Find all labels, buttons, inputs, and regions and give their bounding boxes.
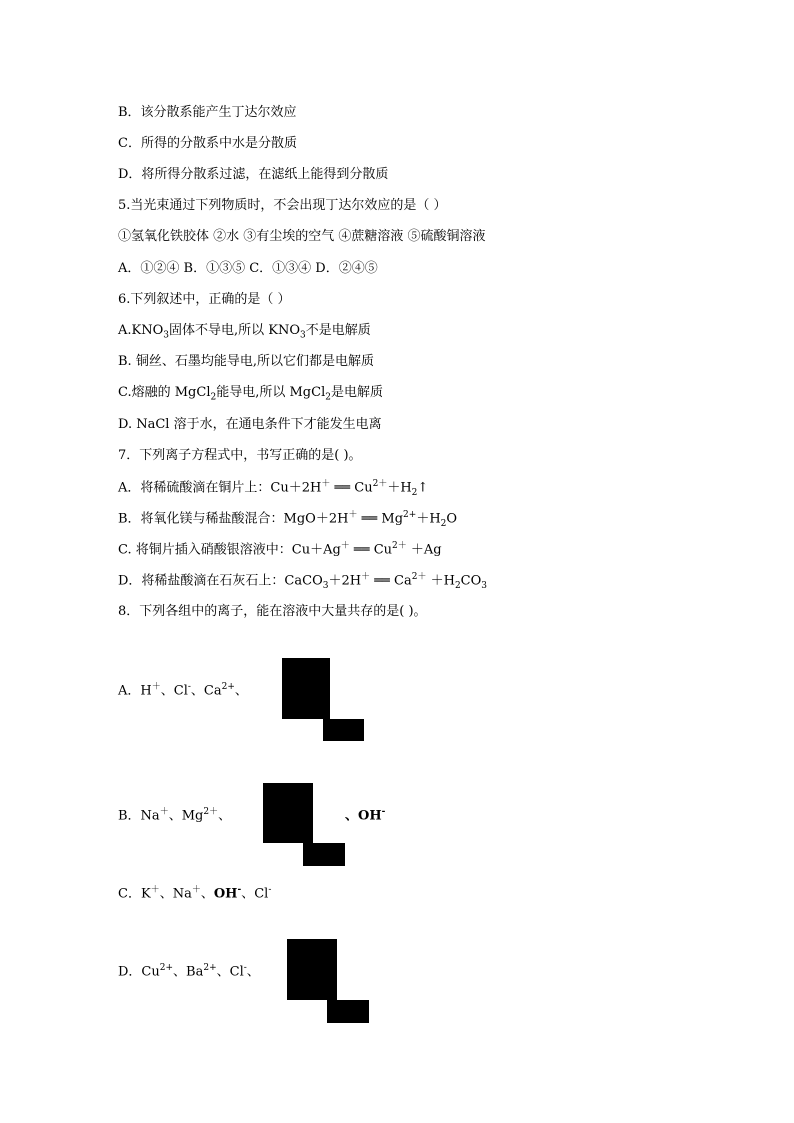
question-7-option-d: D．将稀盐酸滴在石灰石上：CaCO$_3$＋2H＋ ══ $Ca^{2+} +H_2CO_3$ bbox=[118, 572, 488, 591]
question-6-option-d: D. NaCl 溶于水，在通电条件下才能发生电离 bbox=[118, 417, 382, 432]
question-5-items: ①氢氧化铁胶体 ②水 ③有尘埃的空气 ④蔗糖溶液 ⑤硫酸铜溶液 bbox=[118, 229, 486, 244]
question-6-stem: 6.下列叙述中，正确的是（ ） bbox=[118, 292, 291, 307]
question-7-option-a: A．将稀硫酸滴在铜片上：Cu＋2H＋ ══ $Cu^{2+}+H_2↑$ bbox=[118, 479, 429, 498]
redacted-block-d-lower bbox=[327, 1000, 369, 1023]
redacted-block-a-upper bbox=[282, 658, 330, 719]
question-8-stem: 8．下列各组中的离子，能在溶液中大量共存的是( )。 bbox=[118, 604, 427, 619]
question-6-option-a: $A.KNO_3$固体不导电,所以 $KNO_3$不是电解质 bbox=[118, 323, 371, 341]
question-7-stem: 7．下列离子方程式中，书写正确的是( )。 bbox=[118, 448, 362, 463]
question-7-option-c: C. 将铜片插入硝酸银溶液中：Cu＋Ag＋ ══ $Cu^{2+} +Ag$ bbox=[118, 541, 442, 558]
redacted-block-d-upper bbox=[287, 939, 337, 1000]
question-6-option-c: C.熔融的 MgCl$_2$能导电,所以 MgCl$_2$是电解质 bbox=[118, 385, 383, 403]
question-8-option-c: C．K＋、Na＋、OH-、Cl- bbox=[118, 885, 272, 902]
question-8-option-b: B．Na＋、$Mg^{2+}$、 bbox=[118, 807, 232, 824]
question-8-option-d: D．$Cu^{2+}$、$Ba^{2+}$、Cl-、 bbox=[118, 963, 260, 980]
question-5-stem: 5.当光束通过下列物质时，不会出现丁达尔效应的是（ ） bbox=[118, 198, 447, 213]
option-d-q4: D．将所得分散系过滤，在滤纸上能得到分散质 bbox=[118, 167, 389, 182]
question-5-answers: A．①②④ B．①③⑤ C．①③④ D．②④⑤ bbox=[118, 261, 378, 276]
question-8-option-b-tail: 、OH- bbox=[345, 807, 386, 824]
question-7-option-b: B．将氧化镁与稀盐酸混合：MgO＋2H＋ ══ $Mg^{2+}+H_2O$ bbox=[118, 510, 458, 529]
redacted-block-b-upper bbox=[263, 783, 313, 843]
question-6-option-b: B. 铜丝、石墨均能导电,所以它们都是电解质 bbox=[118, 354, 374, 369]
redacted-block-a-lower bbox=[323, 719, 364, 741]
option-b-q4: B．该分散系能产生丁达尔效应 bbox=[118, 105, 297, 120]
option-c-q4: C．所得的分散系中水是分散质 bbox=[118, 136, 297, 151]
redacted-block-b-lower bbox=[303, 843, 345, 866]
question-8-option-a: A．H＋、Cl-、$Ca^{2+}$、 bbox=[118, 682, 248, 699]
